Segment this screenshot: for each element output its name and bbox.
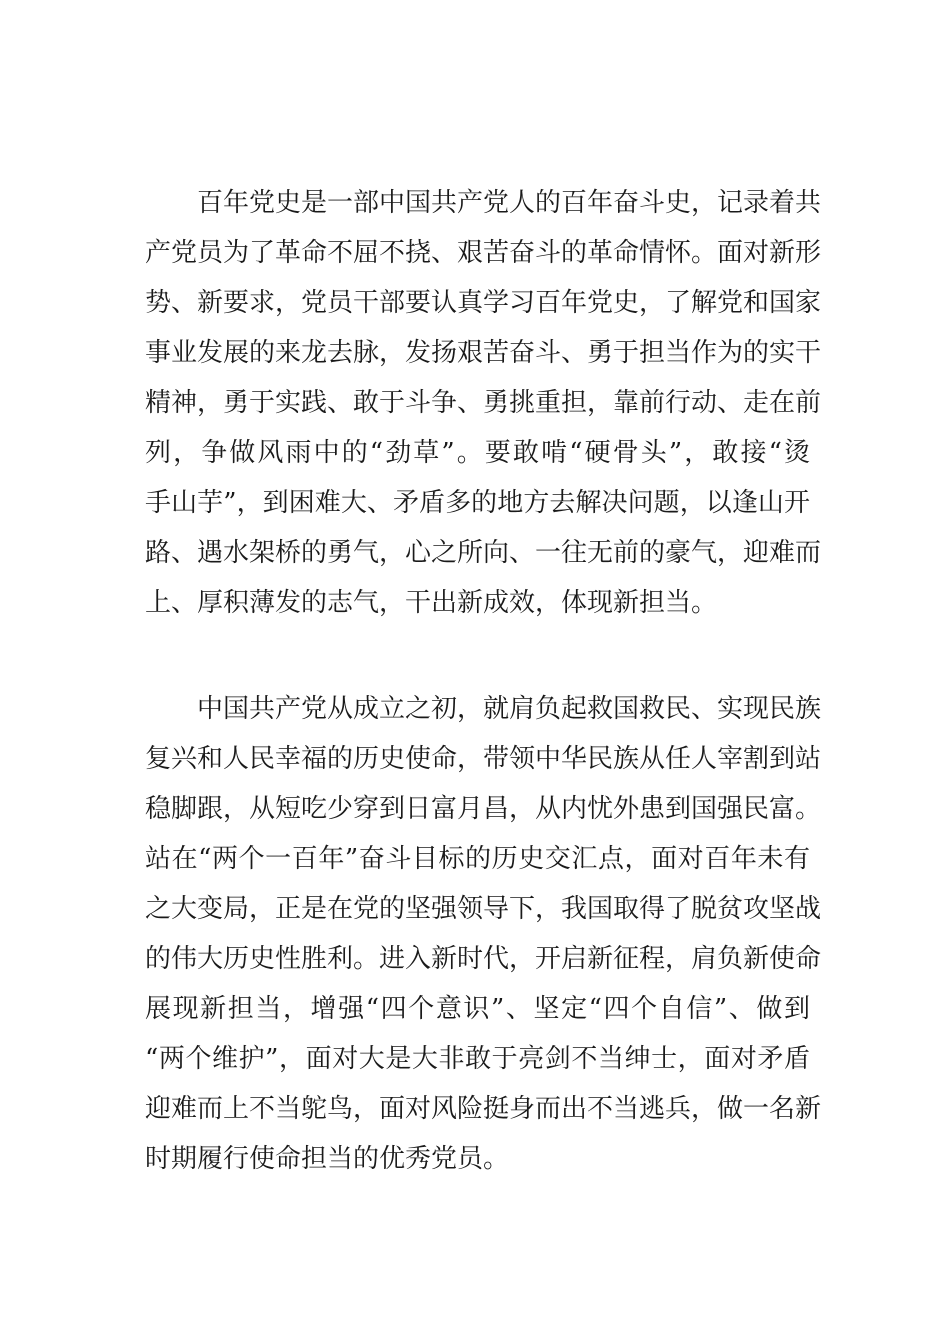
text-line: “两个维护”，面对大是大非敢于亮剑不当绅士，面对矛盾 — [145, 1044, 810, 1074]
text-line: 路、遇水架桥的勇气，心之所向、一往无前的豪气，迎难而 — [145, 538, 822, 568]
text-line: 产党员为了革命不屈不挠、艰苦奋斗的革命情怀。面对新形 — [145, 238, 822, 268]
text-line: 稳脚跟，从短吃少穿到日富月昌，从内忧外患到国强民富。 — [145, 794, 822, 824]
paragraph-2 — [145, 684, 822, 1184]
text-line: 迎难而上不当鸵鸟，面对风险挺身而出不当逃兵，做一名新 — [145, 1094, 822, 1124]
text-line: 复兴和人民幸福的历史使命，带领中华民族从任人宰割到站 — [145, 744, 822, 774]
text-line: 百年党史是一部中国共产党人的百年奋斗史，记录着共 — [197, 188, 822, 218]
text-line: 时期履行使命担当的优秀党员。 — [145, 1144, 510, 1174]
text-line: 展现新担当，增强“四个意识”、坚定“四个自信”、做到 — [145, 994, 810, 1024]
text-line: 上、厚积薄发的志气，干出新成效，体现新担当。 — [145, 588, 718, 618]
text-line: 的伟大历史性胜利。进入新时代，开启新征程，肩负新使命 — [145, 944, 822, 974]
document-body — [145, 178, 822, 1184]
text-line: 精神，勇于实践、敢于斗争、勇挑重担，靠前行动、走在前 — [145, 388, 822, 418]
text-line: 站在“两个一百年”奋斗目标的历史交汇点，面对百年未有 — [145, 844, 810, 874]
text-line: 中国共产党从成立之初，就肩负起救国救民、实现民族 — [197, 694, 822, 724]
text-line: 势、新要求，党员干部要认真学习百年党史，了解党和国家 — [145, 288, 822, 318]
text-line: 事业发展的来龙去脉，发扬艰苦奋斗、勇于担当作为的实干 — [145, 338, 822, 368]
text-line: 手山芋”，到困难大、矛盾多的地方去解决问题，以逢山开 — [145, 488, 810, 518]
text-line: 之大变局，正是在党的坚强领导下，我国取得了脱贫攻坚战 — [145, 894, 822, 924]
text-line: 列，争做风雨中的“劲草”。要敢啃“硬骨头”，敢接“烫 — [145, 438, 810, 468]
paragraph-1 — [145, 178, 822, 628]
paragraph-spacer — [145, 628, 810, 684]
